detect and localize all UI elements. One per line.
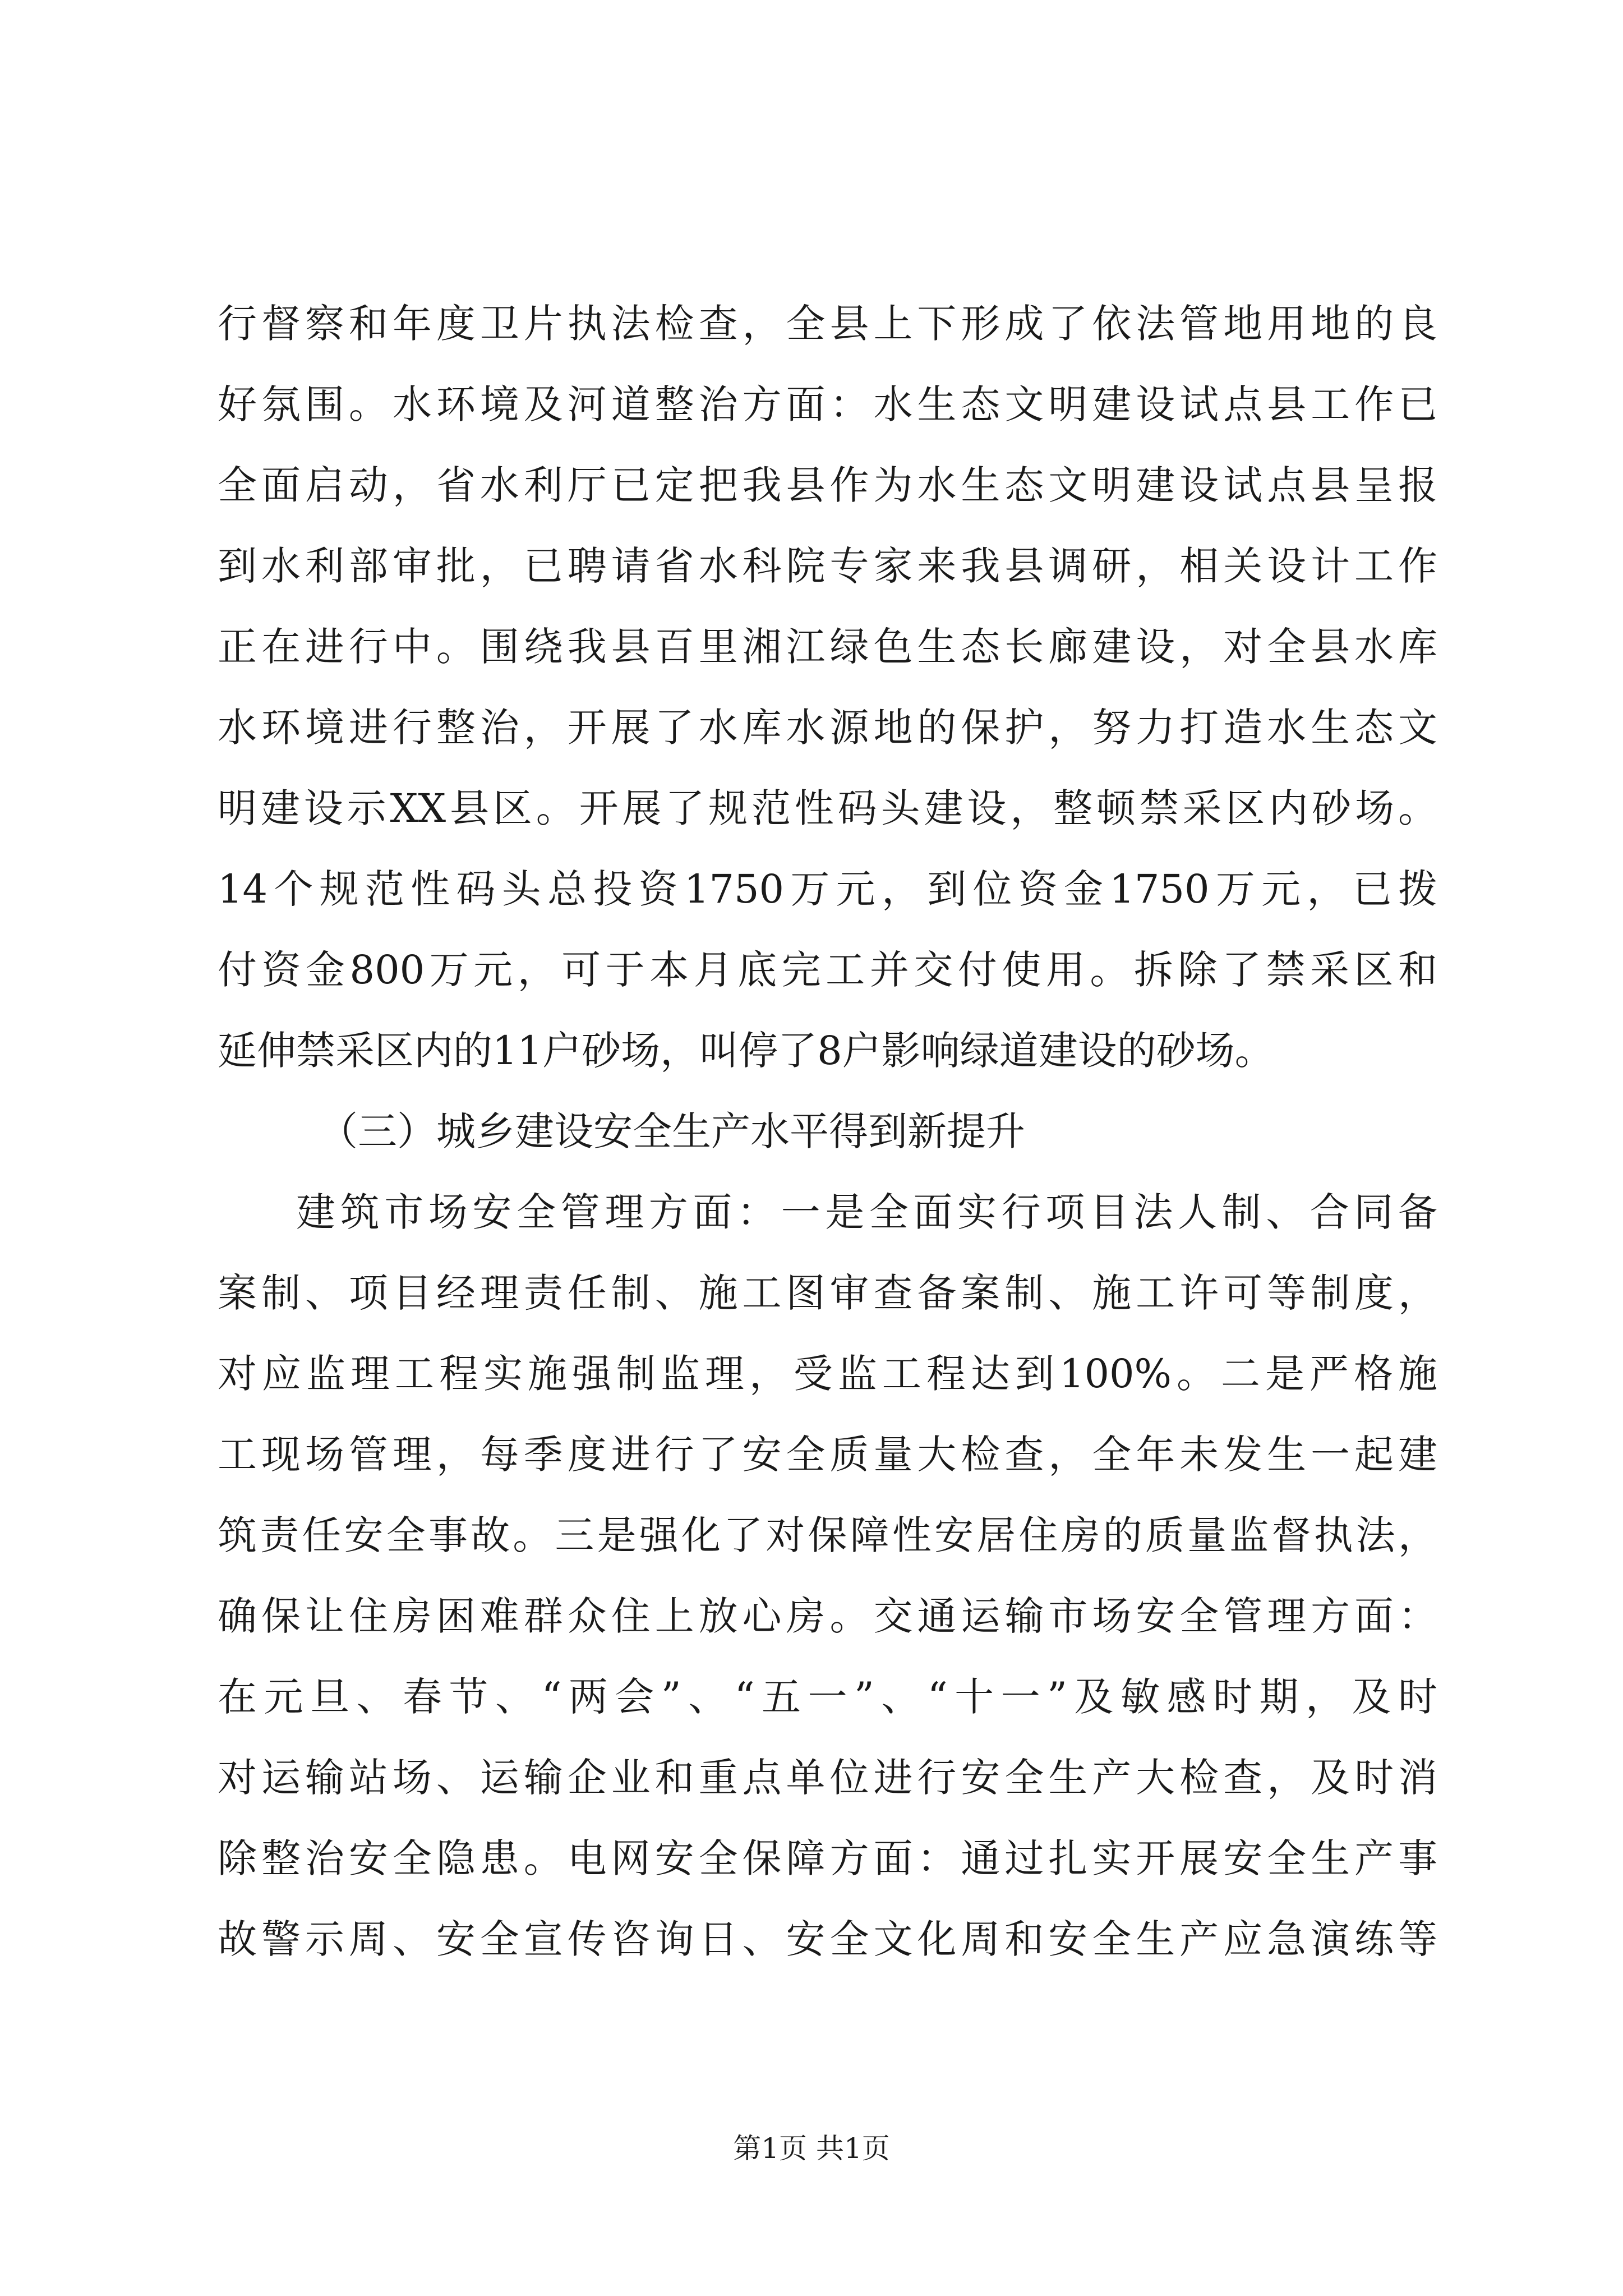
text-line: 确保让住房困难群众住上放心房。交通运输市场安全管理方面： (218, 1593, 1437, 1639)
page-footer: 第1页 共1页 (733, 2132, 890, 2165)
text-line: 行督察和年度卫片执法检查，全县上下形成了依法管地用地的良 (218, 301, 1437, 347)
text-line: 建筑市场安全管理方面：一是全面实行项目法人制、合同备 (296, 1189, 1437, 1235)
text-line: 工现场管理，每季度进行了安全质量大检查，全年未发生一起建 (218, 1432, 1437, 1478)
text-line: 全面启动，省水利厅已定把我县作为水生态文明建设试点县呈报 (218, 462, 1437, 508)
text-line: 对应监理工程实施强制监理，受监工程达到100%。二是严格施 (218, 1351, 1437, 1397)
text-line: 在元旦、春节、“两会”、“五一”、“十一”及敏感时期，及时 (218, 1674, 1437, 1720)
text-line: 筑责任安全事故。三是强化了对保障性安居住房的质量监督执法， (218, 1512, 1437, 1558)
text-line: 到水利部审批，已聘请省水科院专家来我县调研，相关设计工作 (218, 543, 1437, 589)
text-line: 14个规范性码头总投资1750万元，到位资金1750万元，已拨 (218, 866, 1437, 912)
text-line: 正在进行中。围绕我县百里湘江绿色生态长廊建设，对全县水库 (218, 624, 1437, 670)
section-heading: （三）城乡建设安全生产水平得到新提升 (319, 1108, 1025, 1154)
text-line: 除整治安全隐患。电网安全保障方面：通过扎实开展安全生产事 (218, 1835, 1437, 1881)
text-line: 案制、项目经理责任制、施工图审查备案制、施工许可等制度， (218, 1270, 1437, 1316)
text-line: 延伸禁采区内的11户砂场，叫停了8户影响绿道建设的砂场。 (218, 1028, 1274, 1074)
text-line: 水环境进行整治，开展了水库水源地的保护，努力打造水生态文 (218, 705, 1437, 751)
text-line: 付资金800万元，可于本月底完工并交付使用。拆除了禁采区和 (218, 947, 1437, 993)
text-line: 好氛围。水环境及河道整治方面：水生态文明建设试点县工作已 (218, 381, 1437, 427)
document-body (218, 283, 1437, 1980)
text-line: 对运输站场、运输企业和重点单位进行安全生产大检查，及时消 (218, 1755, 1437, 1801)
text-line: 故警示周、安全宣传咨询日、安全文化周和安全生产应急演练等 (218, 1916, 1437, 1962)
text-line: 明建设示XX县区。开展了规范性码头建设，整顿禁采区内砂场。 (218, 785, 1437, 831)
